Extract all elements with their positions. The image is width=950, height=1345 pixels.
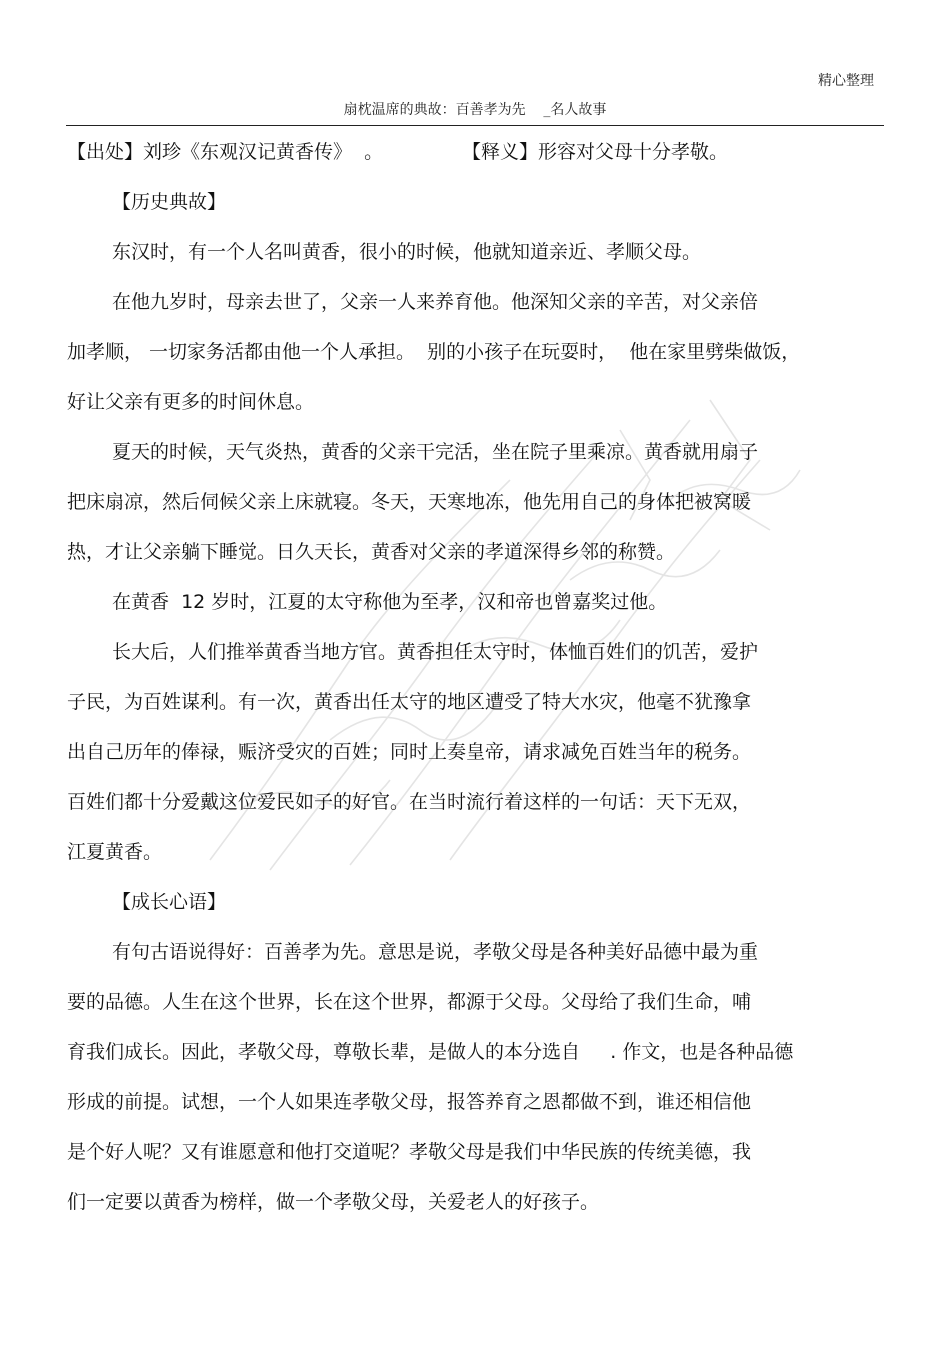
paragraph-line: 在他九岁时，母亲去世了，父亲一人来养育他。他深知父亲的辛苦，对父亲倍 bbox=[112, 291, 759, 313]
paragraph-line: 热，才让父亲躺下睡觉。日久天长，黄香对父亲的孝道深得乡邻的称赞。 bbox=[67, 541, 676, 563]
paragraph-line: 长大后，人们推举黄香当地方官。黄香担任太守时，体恤百姓们的饥苦，爱护 bbox=[112, 641, 759, 663]
paragraph-line: 有句古语说得好：百善孝为先。意思是说，孝敬父母是各种美好品德中最为重 bbox=[112, 941, 759, 963]
paragraph-line: 把床扇凉，然后伺候父亲上床就寝。冬天，天寒地冻，他先用自己的身体把被窝暖 bbox=[67, 491, 752, 513]
paragraph-line: 们一定要以黄香为榜样，做一个孝敬父母，关爱老人的好孩子。 bbox=[67, 1191, 600, 1213]
meaning-line: 【释义】形容对父母十分孝敬。 bbox=[462, 141, 729, 163]
paragraph-line: 形成的前提。试想，一个人如果连孝敬父母，报答养育之恩都做不到，谁还相信他 bbox=[67, 1091, 752, 1113]
paragraph-line: 加孝顺， 一切家务活都由他一个人承担。 别的小孩子在玩耍时， 他在家里劈柴做饭， bbox=[67, 341, 801, 363]
paragraph-line: 百姓们都十分爱戴这位爱民如子的好官。在当时流行着这样的一句话：天下无双， bbox=[67, 791, 752, 813]
section-heading-history: 【历史典故】 bbox=[112, 191, 227, 213]
paragraph-line: 在黄香 12 岁时，江夏的太守称他为至孝，汉和帝也曾嘉奖过他。 bbox=[112, 591, 668, 613]
source-line: 【出处】刘珍《东观汉记黄香传》 。 bbox=[67, 141, 384, 163]
paragraph-line: 好让父亲有更多的时间休息。 bbox=[67, 391, 315, 413]
section-heading-growth: 【成长心语】 bbox=[112, 891, 227, 913]
paragraph-line: 子民，为百姓谋利。有一次，黄香出任太守的地区遭受了特大水灾，他毫不犹豫拿 bbox=[67, 691, 752, 713]
paragraph-line: 是个好人呢？又有谁愿意和他打交道呢？孝敬父母是我们中华民族的传统美德，我 bbox=[67, 1141, 752, 1163]
paragraph-line: 江夏黄香。 bbox=[67, 841, 163, 863]
header-title: 扇枕温席的典故：百善孝为先 _名人故事 bbox=[343, 102, 607, 118]
paragraph-line: 出自己历年的俸禄，赈济受灾的百姓；同时上奏皇帝，请求减免百姓当年的税务。 bbox=[67, 741, 752, 763]
paragraph-line: 要的品德。人生在这个世界，长在这个世界，都源于父母。父母给了我们生命，哺 bbox=[67, 991, 752, 1013]
paragraph-line: 东汉时，有一个人名叫黄香，很小的时候，他就知道亲近、孝顺父母。 bbox=[112, 241, 702, 263]
corner-note: 精心整理 bbox=[818, 73, 874, 89]
paragraph-line: 育我们成长。因此，孝敬父母，尊敬长辈，是做人的本分选自 . 作文，也是各种品德 bbox=[67, 1041, 794, 1063]
paragraph-line: 夏天的时候，天气炎热，黄香的父亲干完活，坐在院子里乘凉。黄香就用扇子 bbox=[112, 441, 759, 463]
header-divider bbox=[66, 125, 884, 126]
